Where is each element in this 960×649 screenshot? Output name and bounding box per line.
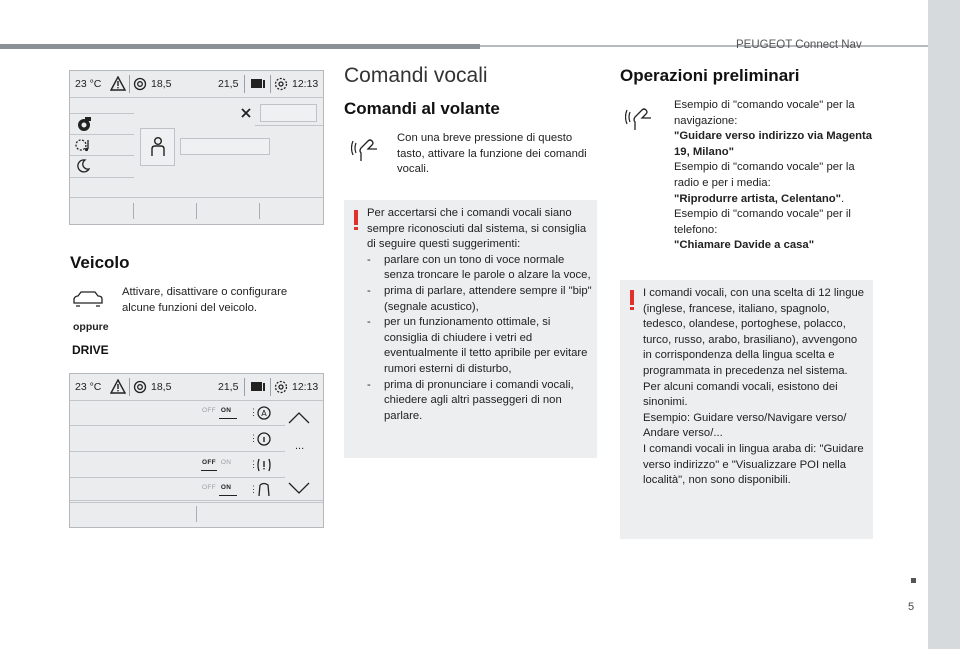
car-screen-icon	[250, 77, 266, 91]
example-radio-command: "Riprodurre artista, Celentano"	[674, 192, 842, 205]
screen-mockup-vehicle	[69, 70, 324, 225]
gear-icon	[273, 76, 289, 92]
tip-item: - per un funzionamento ottimale, si consiglia di chiudere i vetri ed eventualmente il tetto apribile per evitare rumori esterni di disturbo,	[367, 316, 588, 375]
value-right: 21,5	[218, 381, 239, 393]
value-right: 21,5	[218, 78, 239, 90]
veicolo-title: Veicolo	[70, 253, 130, 272]
toggle-row-1[interactable]: OFF ON	[202, 407, 232, 414]
tip-item: - parlare con un tono di voce normale senza troncare le parole o alzare la voce,	[367, 253, 591, 282]
car-screen-icon	[250, 380, 266, 394]
note-example: Esempio: Guidare verso/Navigare verso/ Andare verso/...	[643, 411, 847, 440]
bottom-bar	[70, 197, 323, 224]
row-3-menu[interactable]: ⋮	[249, 459, 258, 469]
temperature: 23 °C	[75, 381, 102, 393]
auto-icon	[257, 405, 271, 421]
voice-command-icon	[625, 106, 655, 134]
seat-person-icon	[148, 136, 168, 158]
note-arabic: I comandi vocali in lingua araba di: "Guidare verso indirizzo" e "Visualizzare POI nella località", non sono disponibili.	[643, 442, 864, 487]
target-icon	[133, 380, 147, 394]
row-2-menu[interactable]: ⋮	[249, 433, 258, 443]
road-icon	[257, 481, 271, 499]
comandi-desc: Con una breve pressione di questo tasto, attivare la funzione dei comandi vocali.	[397, 132, 587, 176]
header-field	[260, 104, 317, 122]
target-icon	[133, 77, 147, 91]
drive-label: DRIVE	[72, 343, 109, 357]
examples: Esempio di "comando vocale" per la navigazione: "Guidare verso indirizzo via Magenta 19, Milano" Esempio di "comando vocale" per la radio e per i media: "Riprodurre artista, Celentano". Esempio di "comando vocale" per il telefono: "Chiamare Davide a casa"	[674, 98, 874, 254]
alert-icon	[256, 457, 272, 473]
status-bar	[70, 71, 323, 98]
header-rule-dark	[0, 44, 480, 49]
gear-icon	[273, 379, 289, 395]
tips-note	[344, 200, 597, 458]
example-nav-command: "Guidare verso indirizzo via Magenta 19, Milano"	[674, 130, 873, 158]
tile-placeholder	[180, 138, 270, 155]
car-wheel-icon[interactable]	[76, 116, 92, 132]
warning-icon	[110, 379, 126, 394]
or-label: oppure	[73, 321, 109, 333]
moon-icon[interactable]	[76, 159, 90, 173]
chevron-down-icon[interactable]	[287, 481, 311, 495]
clock: 12:13	[292, 78, 319, 90]
tip-item: - prima di pronunciare i comandi vocali, chiedere agli altri passeggeri di non parlare.	[367, 378, 574, 422]
bottom-bar	[70, 500, 323, 527]
screen-mockup-settings	[69, 373, 324, 528]
svg-text:A: A	[261, 409, 267, 418]
veicolo-desc: Attivare, disattivare o configurare alcune funzioni del veicolo.	[122, 286, 288, 314]
more-indicator: ...	[295, 440, 305, 452]
info-icon	[257, 431, 271, 447]
toggle-row-4[interactable]: OFF ON	[202, 484, 232, 491]
languages-note-body	[643, 286, 869, 489]
example-nav-label: Esempio di "comando vocale" per la navigazione:	[674, 99, 855, 127]
row-4-menu[interactable]: ⋮	[249, 484, 258, 494]
music-settings-icon[interactable]	[75, 137, 93, 153]
value-left: 18,5	[151, 78, 172, 90]
tips-note-body	[367, 206, 592, 424]
operazioni-title: Operazioni preliminari	[620, 66, 800, 85]
row-1-menu[interactable]: ⋮	[249, 407, 258, 417]
example-phone-command: "Chiamare Davide a casa"	[674, 239, 815, 252]
tip-item: - prima di parlare, attendere sempre il "bip" (segnale acustico),	[367, 284, 592, 313]
status-bar	[70, 374, 323, 401]
example-phone-label: Esempio di "comando vocale" per il telefono:	[674, 208, 851, 236]
comandi-vocali-title: Comandi vocali	[344, 64, 488, 87]
example-radio-label: Esempio di "comando vocale" per la radio e per i media:	[674, 161, 855, 189]
page-number: 5	[908, 601, 915, 613]
note-synonyms: Per alcuni comandi vocali, esistono dei sinonimi.	[643, 380, 838, 409]
header-title: PEUGEOT Connect Nav	[736, 39, 862, 51]
toggle-row-3[interactable]: OFF ON	[202, 459, 232, 466]
tips-intro: Per accertarsi che i comandi vocali siano sempre riconosciuti dal sistema, si consiglia di seguire questi suggerimenti:	[367, 207, 587, 251]
continue-marker	[911, 578, 916, 583]
page-edge-band	[928, 0, 960, 649]
close-icon[interactable]	[240, 107, 252, 119]
temperature: 23 °C	[75, 78, 102, 90]
warning-icon	[110, 76, 126, 91]
car-icon	[72, 290, 104, 308]
selected-tile[interactable]	[140, 128, 175, 166]
note-languages: I comandi vocali, con una scelta di 12 lingue (inglese, francese, italiano, spagnolo, tedesco, olandese, portoghese, polacco, turco, russo, arabo, brasiliano), avvengono in corrispondenza della lingua scelta e programmata in precedenza nel sistema.	[643, 287, 865, 377]
comandi-volante-subtitle: Comandi al volante	[344, 99, 500, 118]
clock: 12:13	[292, 381, 319, 393]
chevron-up-icon[interactable]	[287, 411, 311, 425]
value-left: 18,5	[151, 381, 172, 393]
languages-note	[620, 280, 873, 539]
voice-command-icon	[351, 137, 381, 165]
